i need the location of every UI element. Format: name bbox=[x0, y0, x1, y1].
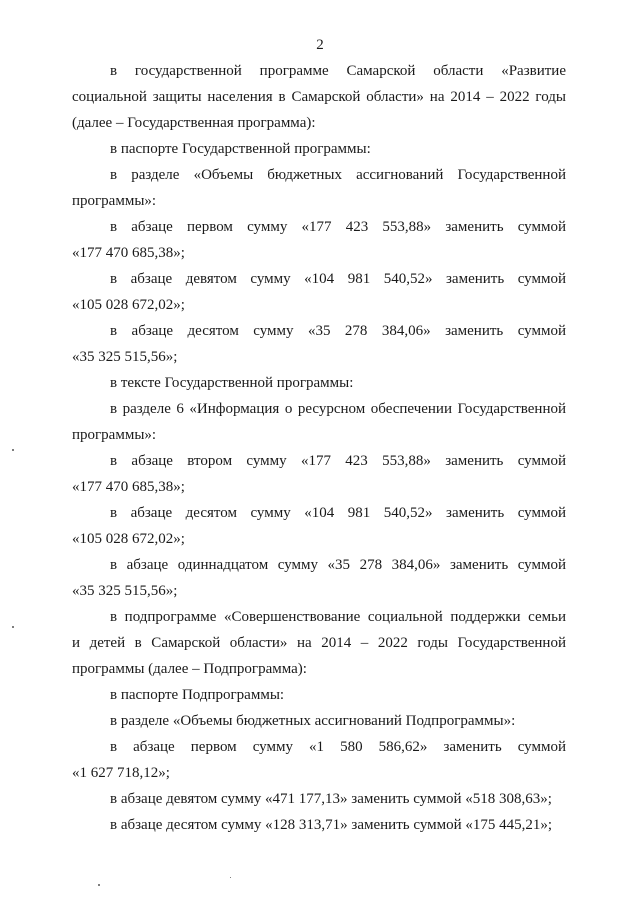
paragraph-first-line: в разделе 6 «Информация о ресурсном обеспечении Государственной bbox=[110, 401, 566, 417]
paragraph-first-line: в абзаце первом сумму «177 423 553,88» заменить суммой bbox=[110, 219, 566, 235]
paragraph-first-line: в подпрограмме «Совершенствование социальной поддержки семьи bbox=[110, 609, 566, 625]
paragraph bbox=[72, 214, 566, 266]
paragraph bbox=[72, 266, 566, 318]
paragraph-first-line: в абзаце первом сумму «1 580 586,62» заменить суммой bbox=[110, 739, 566, 755]
paragraph bbox=[72, 604, 566, 682]
paragraph-first-line: в абзаце втором сумму «177 423 553,88» заменить суммой bbox=[110, 453, 566, 469]
paragraph-continuation: «105 028 672,02»; bbox=[72, 531, 185, 547]
scan-speck bbox=[12, 449, 14, 451]
paragraph: в разделе «Объемы бюджетных ассигнований Подпрограммы»: bbox=[110, 713, 516, 729]
paragraph: в абзаце десятом сумму «128 313,71» заменить суммой «175 445,21»; bbox=[110, 817, 553, 833]
paragraph-continuation: «1 627 718,12»; bbox=[72, 765, 170, 781]
paragraph-first-line: в абзаце десятом сумму «35 278 384,06» заменить суммой bbox=[110, 323, 566, 339]
paragraph bbox=[72, 162, 566, 214]
paragraph-first-line: в государственной программе Самарской области «Развитие bbox=[110, 63, 566, 79]
paragraph-continuation: «177 470 685,38»; bbox=[72, 479, 185, 495]
paragraph-continuation: «35 325 515,56»; bbox=[72, 583, 178, 599]
paragraph bbox=[72, 396, 566, 448]
paragraph-continuation: социальной защиты населения в Самарской области» на 2014 – 2022 годы (далее – Государственная программа): bbox=[72, 89, 566, 131]
paragraph-continuation: «177 470 685,38»; bbox=[72, 245, 185, 261]
paragraph: в тексте Государственной программы: bbox=[110, 375, 354, 391]
scan-speck bbox=[12, 626, 14, 628]
paragraph-first-line: в абзаце одиннадцатом сумму «35 278 384,06» заменить суммой bbox=[110, 557, 566, 573]
paragraph-continuation: программы»: bbox=[72, 427, 157, 443]
paragraph: в паспорте Подпрограммы: bbox=[110, 687, 285, 703]
paragraph: в паспорте Государственной программы: bbox=[110, 141, 371, 157]
paragraph: в абзаце девятом сумму «471 177,13» заменить суммой «518 308,63»; bbox=[110, 791, 552, 807]
paragraph-first-line: в абзаце девятом сумму «104 981 540,52» заменить суммой bbox=[110, 271, 566, 287]
paragraph-continuation: «35 325 515,56»; bbox=[72, 349, 178, 365]
scan-speck bbox=[230, 877, 231, 878]
paragraph bbox=[72, 734, 566, 786]
scan-speck bbox=[98, 884, 100, 886]
paragraph bbox=[72, 552, 566, 604]
paragraph-continuation: «105 028 672,02»; bbox=[72, 297, 185, 313]
paragraph-first-line: в абзаце десятом сумму «104 981 540,52» заменить суммой bbox=[110, 505, 566, 521]
paragraph bbox=[72, 318, 566, 370]
paragraph-continuation: программы»: bbox=[72, 193, 157, 209]
paragraph-continuation: и детей в Самарской области» на 2014 – 2022 годы Государственной программы (далее – Подпрограмма): bbox=[72, 635, 566, 677]
paragraph-first-line: в разделе «Объемы бюджетных ассигнований Государственной bbox=[110, 167, 566, 183]
document-body bbox=[72, 58, 566, 838]
paragraph bbox=[72, 500, 566, 552]
page-number: 2 bbox=[316, 37, 324, 53]
paragraph bbox=[72, 448, 566, 500]
paragraph bbox=[72, 58, 566, 136]
